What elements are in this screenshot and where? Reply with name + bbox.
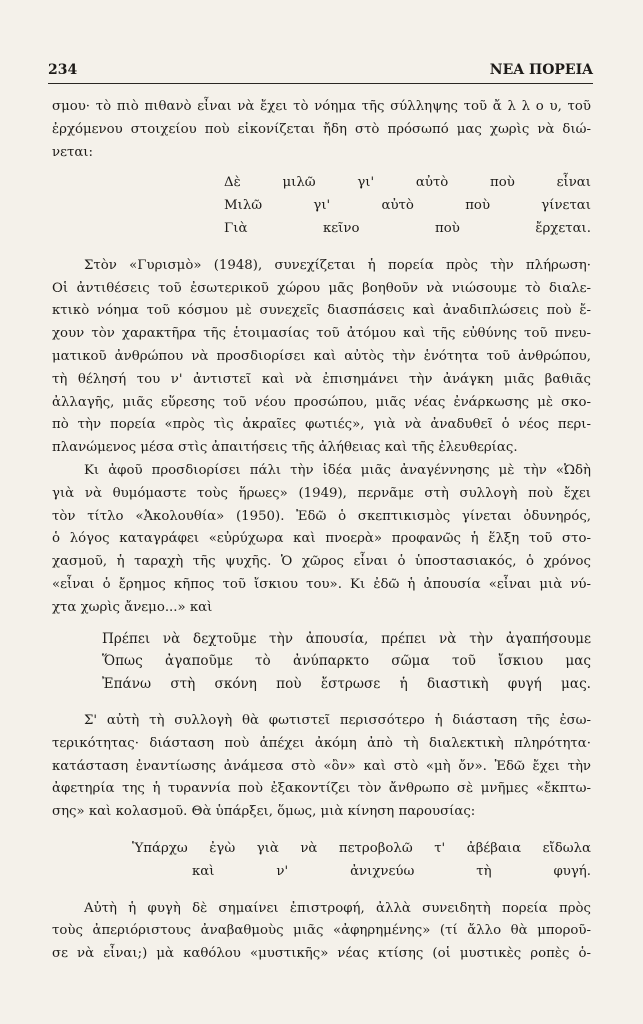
text-line: τοὺς ἀπεριόριστους ἀναβαθμοὺς μιᾶς «ἀφηρημένης» (τί ἄλλο θὰ μποροῦ- — [52, 923, 591, 939]
text-line: Κι ἀφοῦ προσδιορίσει πάλι τὴν ἰδέα μιᾶς ἀναγέννησης μὲ τὴν «Ὠδὴ — [84, 462, 591, 478]
text-line: χτα χωρὶς ἄνεμο...» καὶ — [52, 599, 213, 615]
text-line: ὁ λόγος καταγράφει «εὐρύχωρα καὶ πνοερὰ» προφανῶς ἡ ἕλξη τοῦ στο- — [52, 531, 591, 547]
verse-line: Δὲ μιλῶ γι' αὐτὸ ποὺ εἶναι — [224, 175, 591, 191]
text-line: σης» καὶ κολασμοῦ. Θὰ ὑπάρξει, ὅμως, μιὰ κίνηση παρουσίας: — [52, 804, 476, 820]
header-rule — [48, 83, 593, 84]
text-line: πλανώμενος μέσα στὶς ἀπαιτήσεις τῆς ἀλήθειας καὶ τῆς ἐλευθερίας. — [52, 440, 518, 456]
text-line: σμου· τὸ πιὸ πιθανὸ εἶναι νὰ ἔχει τὸ νόημα τῆς σύλληψης τοῦ ἄ λ λ ο υ, τοῦ — [52, 99, 591, 114]
text-line: ἐρχόμενου στοιχείου ποὺ εἰκονίζεται ἤδη στὸ πρόσωπό μας χωρὶς νὰ διώ- — [52, 121, 591, 137]
verse-line: καὶ ν' ἀνιχνεύω τὴ φυγή. — [192, 863, 591, 879]
journal-title: ΝΕΑ ΠΟΡΕΙΑ — [489, 62, 593, 78]
verse-line: Ὅπως ἀγαποῦμε τὸ ἀνύπαρκτο σῶμα τοῦ ἴσκιου μας — [102, 653, 591, 670]
text-line: Σ' αὐτὴ τὴ συλλογὴ θὰ φωτιστεῖ περισσότερο ἡ διάσταση τῆς ἐσω- — [84, 712, 591, 728]
page-number: 234 — [48, 62, 78, 78]
running-header — [48, 62, 593, 78]
text-line: γιὰ νὰ θυμόμαστε τοὺς ἥρωες» (1949), περνᾶμε στὴ συλλογὴ ποὺ ἔχει — [52, 485, 591, 501]
verse-line: Μιλῶ γι' αὐτὸ ποὺ γίνεται — [224, 198, 591, 214]
text-line: Στὸν «Γυρισμὸ» (1948), συνεχίζεται ἡ πορεία πρὸς τὴν πλήρωση· — [84, 257, 591, 273]
text-line: τὸν τίτλο «Ἀκολουθία» (1950). Ἐδῶ ὁ σκεπτικισμὸς γίνεται ὀδυνηρός, — [52, 508, 591, 524]
text-line: ματικοῦ ἀνθρώπου νὰ προσδιορίσει καὶ αὐτὸς τὴν ἑνότητα τοῦ ἀνθρώπου, — [52, 348, 591, 364]
text-line: πὸ τὴν πορεία «πρὸς τὶς ἀκραῖες φωτιές», γιὰ νὰ ἀναδυθεῖ ὁ νέος περι- — [52, 417, 591, 433]
article-body — [52, 96, 591, 966]
text-line: κτικὸ νόημα τοῦ κόσμου μὲ συνεχεῖς διασπάσεις καὶ ἀναδιπλώσεις ποὺ ἔ- — [52, 303, 591, 319]
text-line: ἀφετηρία της ἡ τυραννία ποὺ ἐξακοντίζει τὸν ἄνθρωπο σὲ μνῆμες «ἔκπτω- — [52, 781, 591, 797]
text-line: Αὐτὴ ἡ φυγὴ δὲ σημαίνει ἐπιστροφή, ἀλλὰ συνειδητὴ πορεία πρὸς — [84, 900, 591, 916]
verse-line: Ἐπάνω στὴ σκόνη ποὺ ἔστρωσε ἡ διαστικὴ φυγή μας. — [102, 676, 591, 693]
text-line: σε νὰ εἶναι;) μὰ καθόλου «μυστικῆς» νέας κτίσης (οἱ μυστικὲς ροπὲς ὁ- — [52, 946, 591, 962]
verse-line: Ὑπάρχω ἐγὼ γιὰ νὰ πετροβολῶ τ' ἀβέβαια εἴδωλα — [132, 840, 591, 856]
verse-line: Γιὰ κεῖνο ποὺ ἔρχεται. — [224, 220, 591, 236]
text-line: χουν τὸν χαρακτῆρα τῆς ἑτοιμασίας τοῦ ἀτόμου καὶ τῆς εὐθύνης τοῦ πνευ- — [52, 326, 591, 342]
text-line: νεται: — [52, 144, 94, 160]
text-line: Οἱ ἀντιθέσεις τοῦ ἐσωτερικοῦ χώρου μᾶς βοηθοῦν νὰ νιώσουμε τὸ διαλε- — [52, 280, 591, 296]
text-line: τερικότητας· διάσταση ποὺ ἀπέχει ἀκόμη ἀπὸ τὴ διαλεκτικὴ πληρότητα· — [52, 735, 591, 751]
text-line: ἀλλαγῆς, μιᾶς εὕρεσης τοῦ νέου προσώπου, μιᾶς νέας ἐνάρκωσης μὲ σκο- — [52, 394, 591, 410]
text-line: κατάσταση ἐναντίωσης ἀνάμεσα στὸ «ὂν» καὶ στὸ «μὴ ὄν». Ἐδῶ ἔχει τὴν — [52, 758, 591, 774]
text-line: χασμοῦ, ἡ ταραχὴ τῆς ψυχῆς. Ὁ χῶρος εἶναι ὁ ὑποστασιακός, ὁ χρόνος — [52, 554, 591, 570]
verse-line: Πρέπει νὰ δεχτοῦμε τὴν ἀπουσία, πρέπει νὰ τὴν ἀγαπήσουμε — [102, 630, 591, 647]
text-line: «εἶναι ὁ ἔρημος κῆπος τοῦ ἴσκιου του». Κι ἐδῶ ἡ ἀπουσία «εἶναι μιὰ νύ- — [52, 576, 591, 592]
text-line: τὴ θέλησή του ν' ἀντιστεῖ καὶ νὰ ἐπισημάνει τὴν ἀνάγκη μιᾶς βαθιᾶς — [52, 371, 591, 387]
